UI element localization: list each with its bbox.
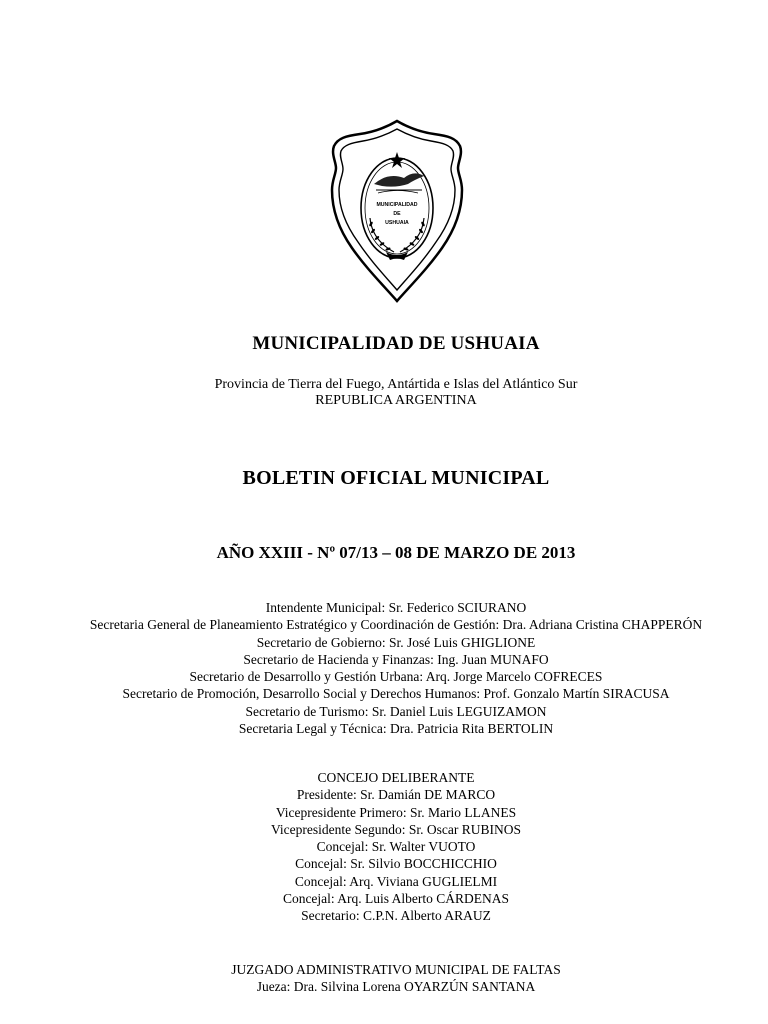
crest-text-line-1: MUNICIPALIDAD — [376, 202, 418, 208]
court-section — [0, 961, 768, 996]
council-member: Concejal: Sr. Silvio BOCCHICCHIO — [295, 856, 497, 872]
issue-line: AÑO XXIII - Nº 07/13 – 08 DE MARZO DE 2013 — [216, 543, 576, 562]
official-entry: Secretario de Hacienda y Finanzas: Ing. Juan MUNAFO — [243, 651, 549, 667]
country-line: REPUBLICA ARGENTINA — [315, 393, 477, 408]
council-member: Vicepresidente Segundo: Sr. Oscar RUBINOS — [270, 821, 522, 837]
province-line: Provincia de Tierra del Fuego, Antártida e Islas del Atlántico Sur — [214, 377, 578, 392]
council-section — [0, 769, 768, 925]
official-entry: Secretaria General de Planeamiento Estratégico y Coordinación de Gestión: Dra. Adriana Cristina CHAPPERÓN — [89, 617, 703, 633]
council-member: Concejal: Arq. Viviana GUGLIELMI — [294, 873, 498, 889]
court-judge: Jueza: Dra. Silvina Lorena OYARZÚN SANTANA — [256, 979, 536, 995]
council-member: Concejal: Sr. Walter VUOTO — [316, 839, 476, 855]
council-heading: CONCEJO DELIBERANTE — [317, 770, 475, 785]
municipal-crest-logo — [330, 118, 464, 304]
institution-title: MUNICIPALIDAD DE USHUAIA — [252, 333, 540, 354]
council-member: Secretario: C.P.N. Alberto ARAUZ — [301, 908, 491, 924]
official-entry: Intendente Municipal: Sr. Federico SCIURANO — [265, 600, 527, 615]
official-entry: Secretario de Turismo: Sr. Daniel Luis LEGUIZAMON — [245, 703, 547, 719]
crest-text-line-2: DE — [393, 211, 401, 217]
official-entry: Secretario de Gobierno: Sr. José Luis GHIGLIONE — [256, 634, 536, 650]
court-heading: JUZGADO ADMINISTRATIVO MUNICIPAL DE FALTAS — [231, 962, 561, 977]
bulletin-title: BOLETIN OFICIAL MUNICIPAL — [242, 467, 550, 489]
council-member: Concejal: Arq. Luis Alberto CÁRDENAS — [282, 891, 510, 907]
council-member: Presidente: Sr. Damián DE MARCO — [296, 787, 496, 803]
officials-list — [0, 599, 768, 737]
official-entry: Secretario de Desarrollo y Gestión Urbana: Arq. Jorge Marcelo COFRECES — [189, 669, 603, 685]
location-subtitle — [0, 377, 768, 409]
official-entry: Secretaria Legal y Técnica: Dra. Patricia Rita BERTOLIN — [238, 721, 554, 737]
crest-text-line-3: USHUAIA — [385, 220, 409, 226]
official-entry: Secretario de Promoción, Desarrollo Social y Derechos Humanos: Prof. Gonzalo Martín SIRACUSA — [122, 686, 670, 702]
council-member: Vicepresidente Primero: Sr. Mario LLANES — [275, 804, 517, 820]
